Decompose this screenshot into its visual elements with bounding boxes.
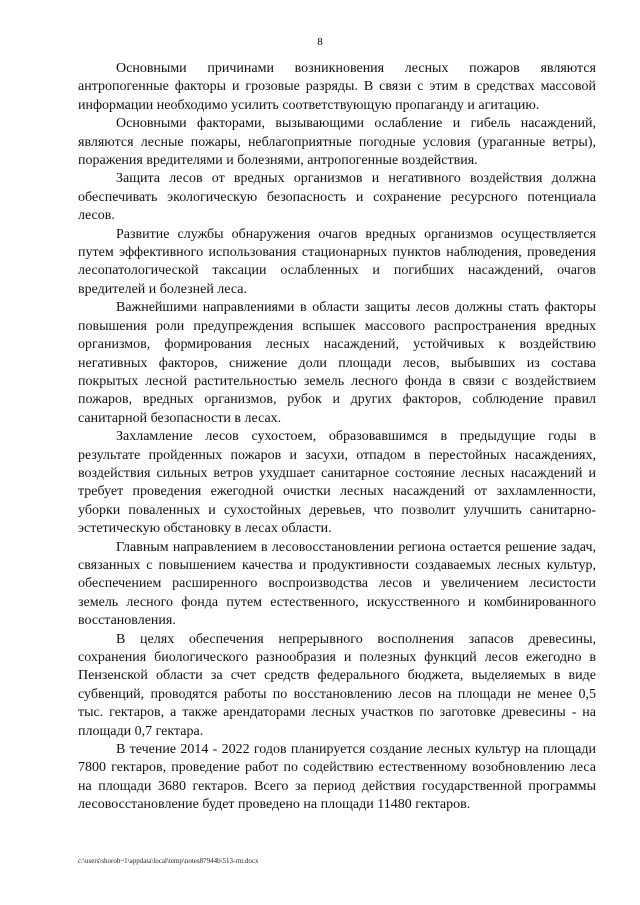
paragraph: Главным направлением в лесовосстановлении региона остается решение задач, связанных с повышением качества и продуктивности создаваемых лесных культур, обеспечением расширенного воспроизводства лесов и увеличением лесистости земель лесного фонда путем естественного, искусственного и комбинированного восстановления.: [78, 539, 596, 629]
paragraph: Основными причинами возникновения лесных пожаров являются антропогенные факторы и грозовые разряды. В связи с этим в средствах массовой информации необходимо усилить соответствующую пропаганду и агитацию.: [78, 61, 596, 113]
page-number: 8: [317, 36, 323, 48]
paragraph: Основными факторами, вызывающими ослабление и гибель насаждений, являются лесные пожары, неблагоприятные погодные условия (ураганные ветры), поражения вредителями и болезнями, антропогенные воздействия.: [78, 116, 596, 169]
file-path-footer: c:\users\shoroh~1\appdata\local\temp\notes87944b\513-rm.docx: [78, 857, 259, 865]
paragraph: Защита лесов от вредных организмов и негативного воздействия должна обеспечивать экологическую безопасность и сохранение ресурсного потенциала лесов.: [78, 171, 596, 224]
paragraph: В целях обеспечения непрерывного восполнения запасов древесины, сохранения биологического разнообразия и полезных функций лесов ежегодно в Пензенской области за счет средств федерального бюджета, выделяемых в виде субвенций, проводятся работы по восстановлению лесов на площади не менее 0,5 тыс. гектаров, а также арендаторами лесных участков по заготовке древесины - на площади 0,7 гектара.: [78, 631, 596, 739]
paragraph: Развитие службы обнаружения очагов вредных организмов осуществляется путем эффективного использования стационарных пунктов наблюдения, проведения лесопатологической таксации ослабленных и погибших насаждений, очагов вредителей и болезней леса.: [78, 226, 596, 297]
paragraph: Захламление лесов сухостоем, образовавшимся в предыдущие годы в результате пройденных пожаров и засухи, отпадом в перестойных насаждениях, воздействия сильных ветров ухудшает санитарное состояние лесных насаждений и требует проведения ежегодной очистки лесных насаждений от захламленности, уборки поваленных и сухостойных деревьев, что позволит улучшить санитарно-эстетическую обстановку в лесах области.: [78, 429, 596, 537]
paragraph: Важнейшими направлениями в области защиты лесов должны стать факторы повышения роли предупреждения вспышек массового распространения вредных организмов, формирования лесных насаждений, устойчивых к воздействию негативных факторов, снижение доли площади лесов, выбывших из состава покрытых лесной растительностью земель лесного фонда в связи с воздействием пожаров, вредных организмов, рубок и других факторов, соблюдение правил санитарной безопасности в лесах.: [78, 300, 596, 426]
document-body: [78, 60, 596, 815]
paragraph: В течение 2014 - 2022 годов планируется создание лесных культур на площади 7800 гектаров, проведение работ по содействию естественному возобновлению леса на площади 3680 гектаров. Всего за период действия государственной программы лесовосстановление будет проведено на площади 11480 гектаров.: [78, 742, 596, 813]
